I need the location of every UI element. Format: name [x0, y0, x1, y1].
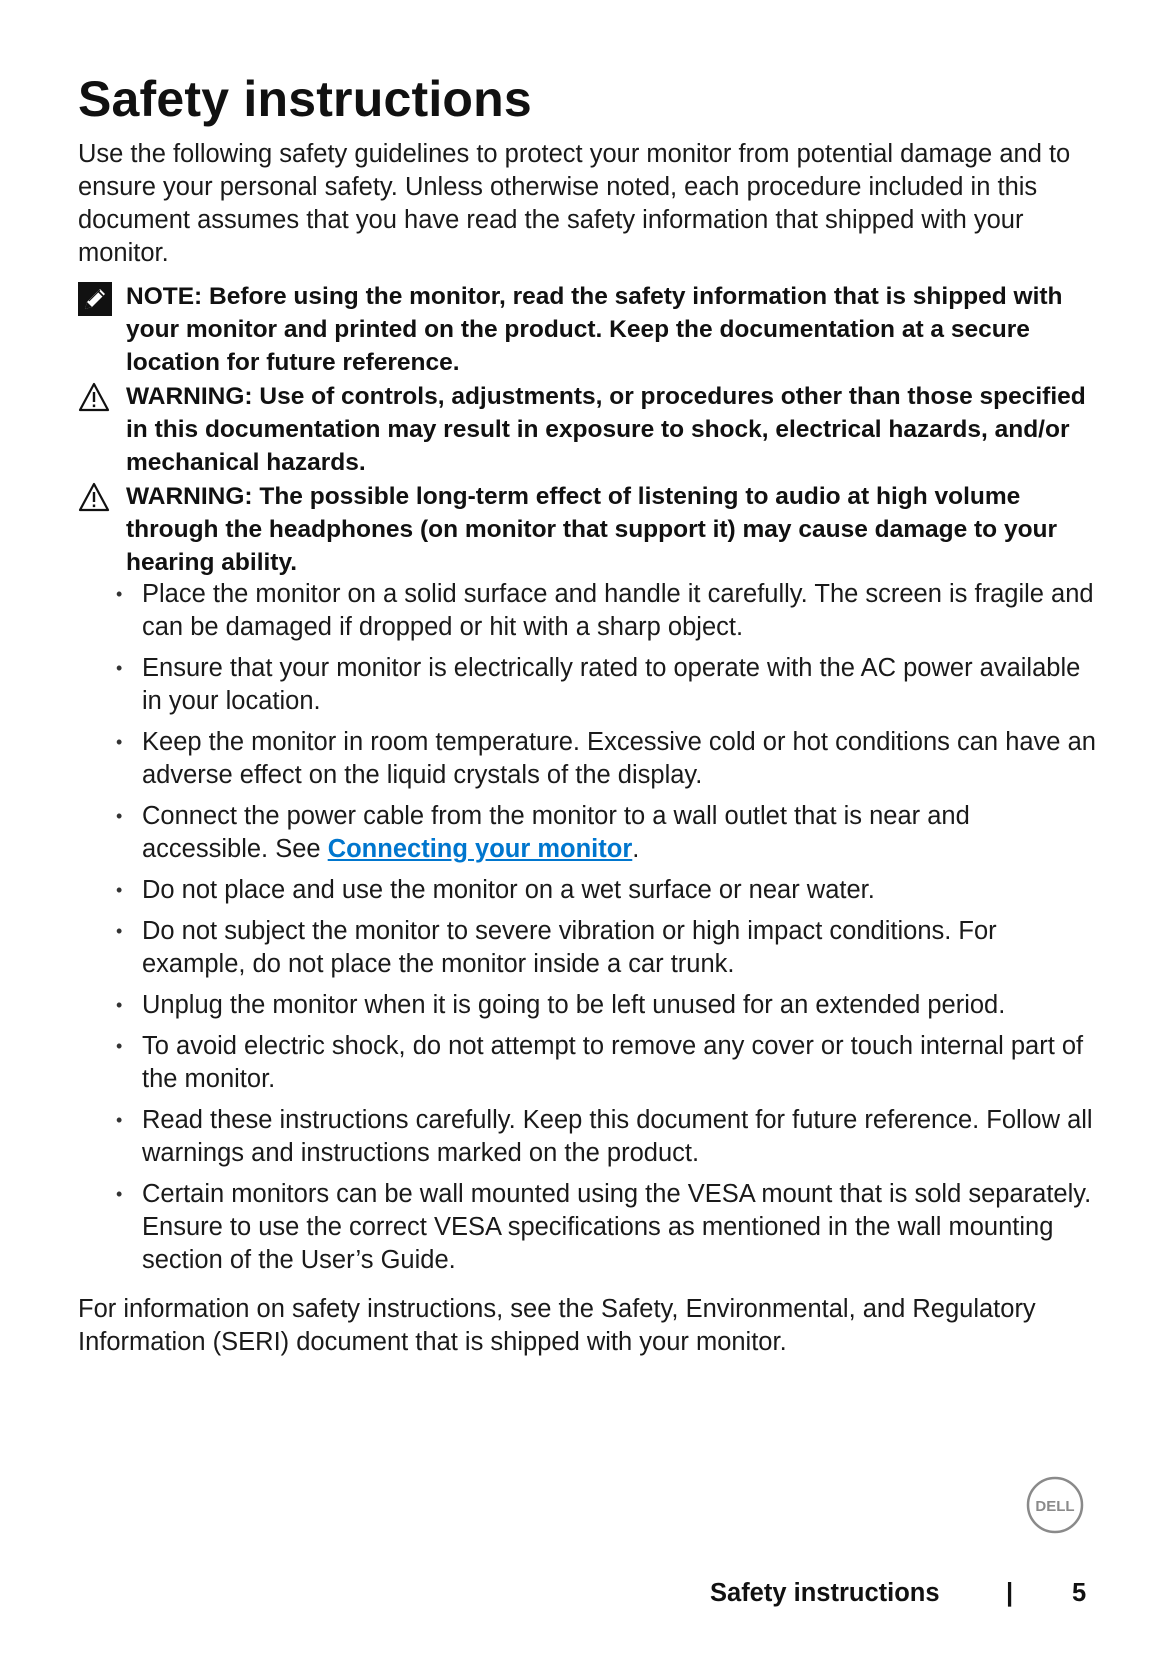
- warning-text-controls: WARNING: Use of controls, adjustments, or procedures other than those specified in this documentation may result in exposure to shock, electrical hazards, and/or mechanical hazards.: [126, 383, 1086, 476]
- bullet-text: Unplug the monitor when it is going to be left unused for an extended period.: [142, 991, 1006, 1019]
- list-item: [110, 1104, 1098, 1170]
- footer-section-title: Safety instructions: [710, 1579, 940, 1607]
- bullet-icon: •: [116, 732, 123, 752]
- list-item: [110, 1178, 1098, 1277]
- bullet-text: Ensure that your monitor is electrically rated to operate with the AC power available in your location.: [142, 654, 1081, 715]
- bullet-text: Do not place and use the monitor on a wet surface or near water.: [142, 876, 875, 904]
- bullet-icon: •: [116, 806, 123, 826]
- safety-bullet-list: [110, 578, 1098, 1285]
- bullet-text: Place the monitor on a solid surface and handle it carefully. The screen is fragile and can be damaged if dropped or hit with a sharp object.: [142, 580, 1094, 641]
- page-number: 5: [1072, 1579, 1087, 1607]
- logo-text: DELL: [1035, 1498, 1075, 1515]
- dell-logo: [1025, 1475, 1085, 1535]
- bullet-text: To avoid electric shock, do not attempt to remove any cover or touch internal part of the monitor.: [142, 1032, 1084, 1093]
- list-item: [110, 915, 1098, 981]
- bullet-text: Certain monitors can be wall mounted using the VESA mount that is sold separately. Ensure to use the correct VESA specifications as mentioned in the wall mounting section of the User’s Guide.: [142, 1180, 1092, 1274]
- footer-separator: |: [1006, 1579, 1014, 1607]
- connecting-monitor-link[interactable]: Connecting your monitor: [327, 835, 633, 863]
- intro-paragraph: Use the following safety guidelines to protect your monitor from potential damage and to ensure your personal safety. Unless otherwise noted, each procedure included in this document assumes that you have read the safety information that shipped with your monitor.: [78, 140, 1071, 267]
- note-notice: [78, 280, 1088, 379]
- bullet-text: Keep the monitor in room temperature. Excessive cold or hot conditions can have an adverse effect on the liquid crystals of the display.: [142, 728, 1096, 789]
- bullet-text: Connect the power cable from the monitor to a wall outlet that is near and accessible. See: [142, 802, 970, 863]
- bullet-icon: •: [116, 880, 123, 900]
- list-item: [110, 989, 1098, 1022]
- bullet-icon: •: [116, 1036, 123, 1056]
- list-item: [110, 726, 1098, 792]
- list-item: [110, 1030, 1098, 1096]
- list-item: [110, 578, 1098, 644]
- warning-triangle-icon: [78, 482, 110, 521]
- bullet-icon: •: [116, 584, 123, 604]
- bullet-icon: •: [116, 921, 123, 941]
- closing-paragraph: For information on safety instructions, see the Safety, Environmental, and Regulatory Information (SERI) document that is shipped with your monitor.: [78, 1295, 1036, 1356]
- bullet-icon: •: [116, 1110, 123, 1130]
- bullet-text-end: .: [632, 835, 640, 863]
- list-item: [110, 652, 1098, 718]
- warning-notice-controls: [78, 380, 1088, 479]
- warning-triangle-icon: [78, 382, 110, 421]
- warning-notice-audio: [78, 480, 1088, 579]
- bullet-text: Read these instructions carefully. Keep this document for future reference. Follow all warnings and instructions marked on the product.: [142, 1106, 1093, 1167]
- bullet-text: Do not subject the monitor to severe vibration or high impact conditions. For example, do not place the monitor inside a car trunk.: [142, 917, 997, 978]
- list-item: [110, 800, 1098, 866]
- bullet-icon: •: [116, 1184, 123, 1204]
- note-pencil-icon: [78, 282, 112, 325]
- bullet-icon: •: [116, 995, 123, 1015]
- warning-text-audio: WARNING: The possible long-term effect of listening to audio at high volume through the headphones (on monitor that support it) may cause damage to your hearing ability.: [126, 483, 1058, 576]
- page-title: Safety instructions: [78, 71, 532, 127]
- note-text: NOTE: Before using the monitor, read the safety information that is shipped with your monitor and printed on the product. Keep the documentation at a secure location for future reference.: [126, 283, 1063, 376]
- list-item: [110, 874, 1098, 907]
- bullet-icon: •: [116, 658, 123, 678]
